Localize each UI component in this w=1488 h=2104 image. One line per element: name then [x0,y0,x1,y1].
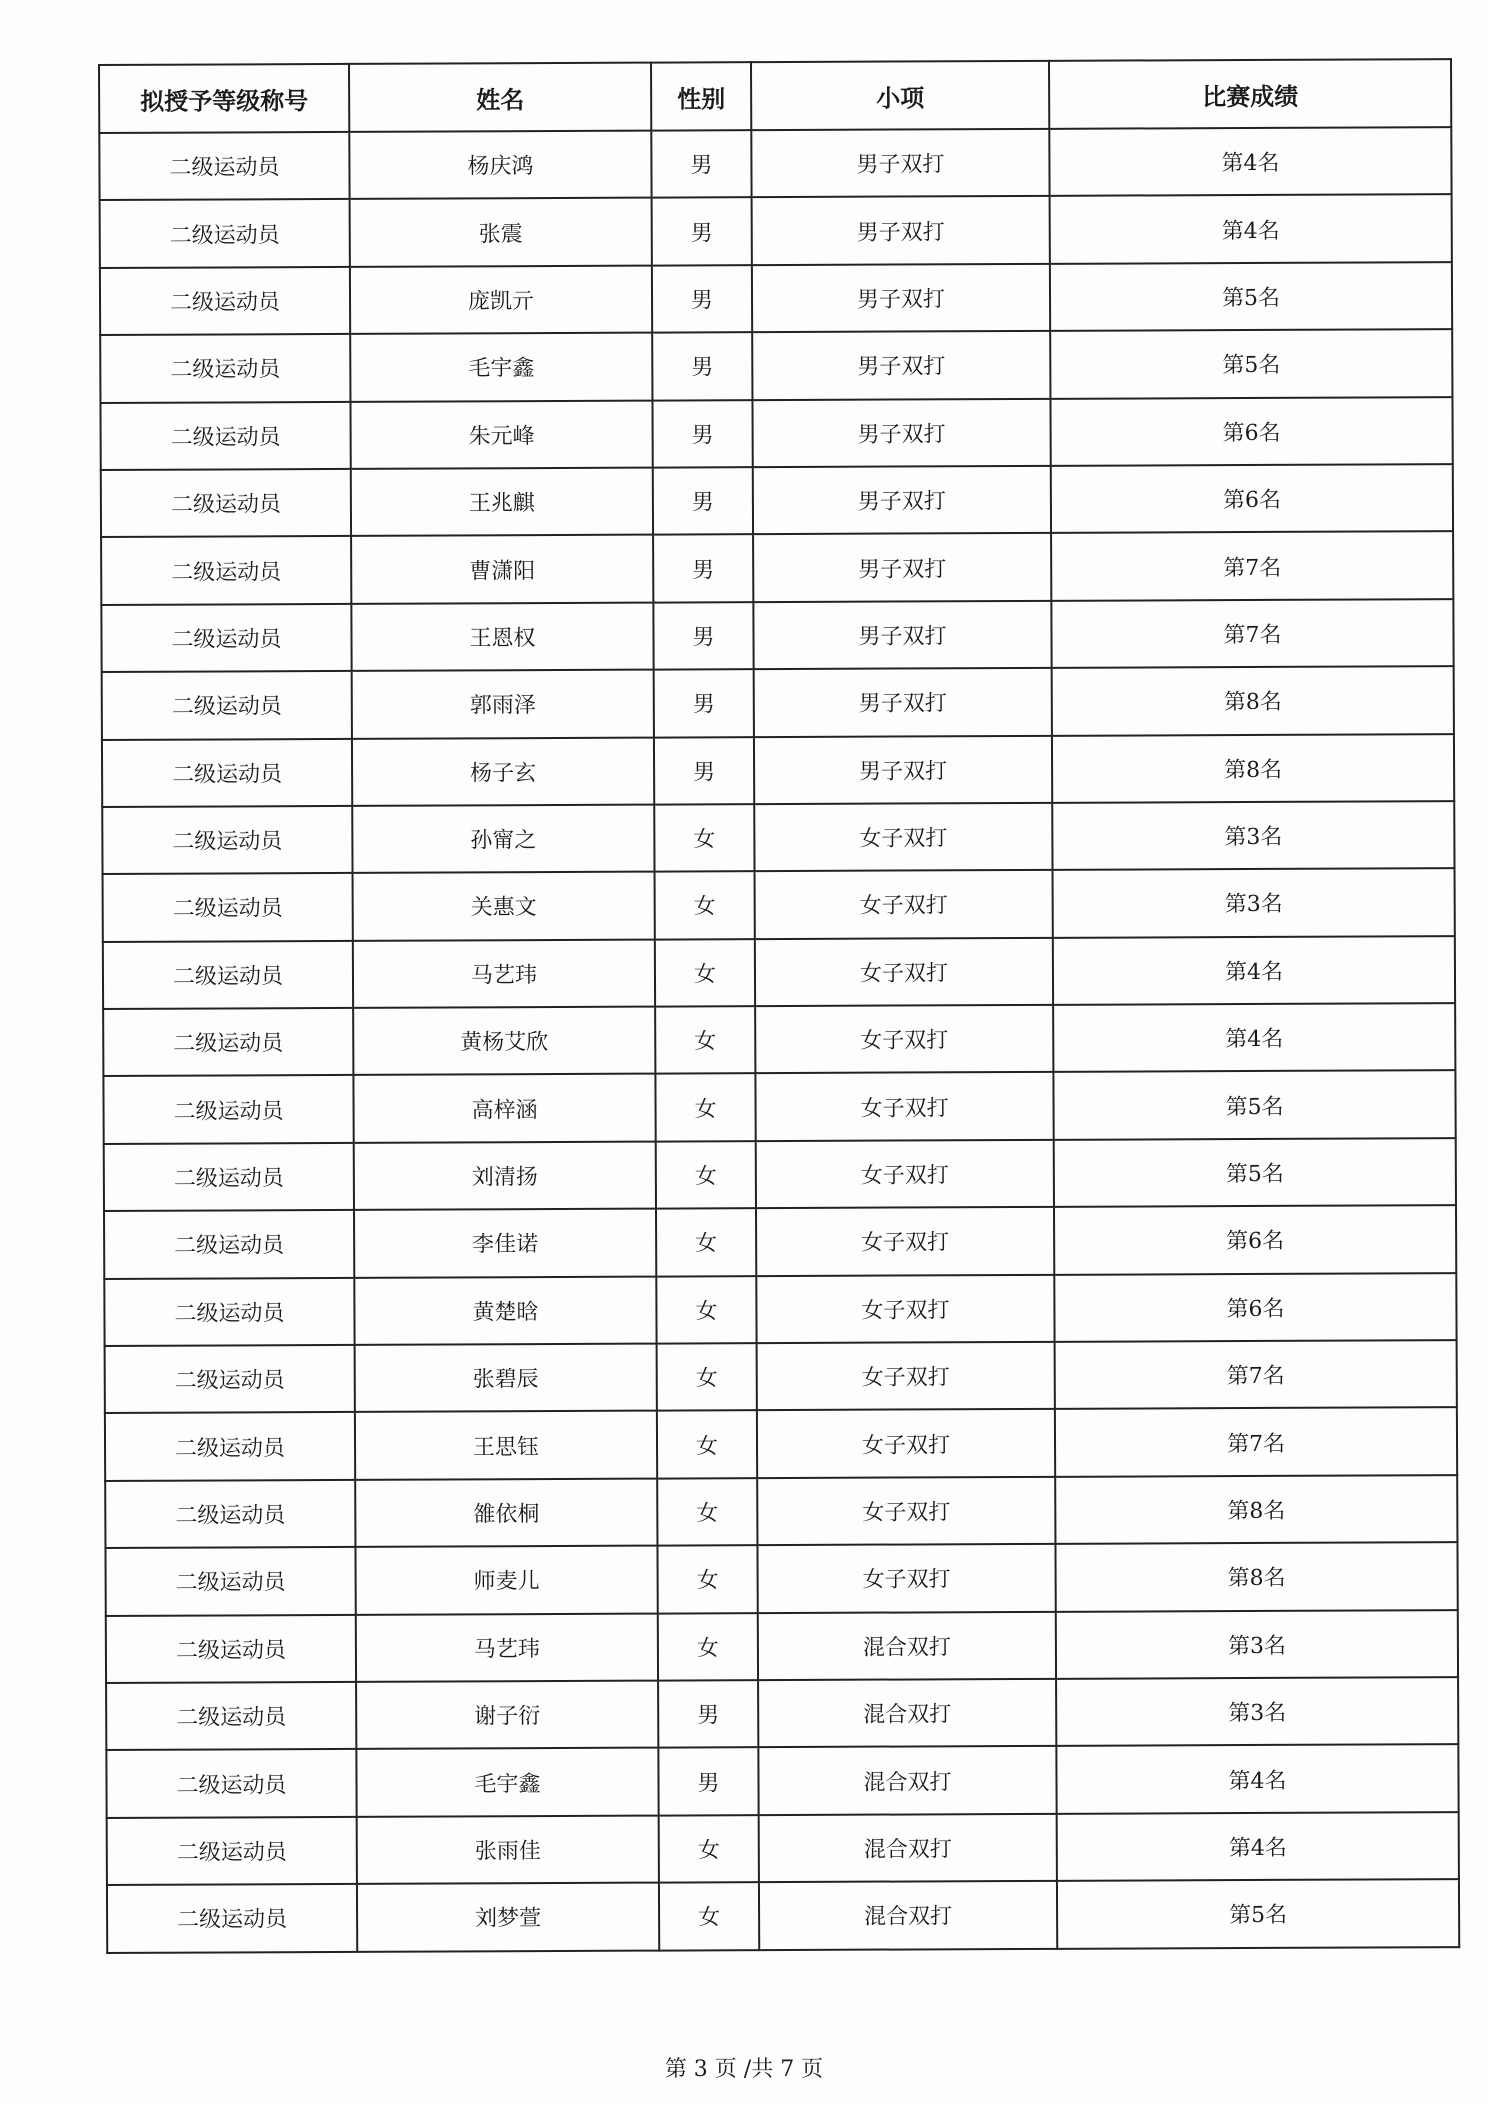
cell-name: 刘梦萱 [357,1883,659,1952]
cell-level: 二级运动员 [102,738,352,806]
table-row [104,1273,1456,1346]
cell-event: 女子双打 [756,1140,1054,1209]
cell-event: 女子双打 [757,1477,1055,1546]
cell-level: 二级运动员 [104,1278,354,1346]
cell-event: 男子双打 [753,601,1051,670]
cell-name: 高梓涵 [353,1074,655,1143]
cell-result: 第3名 [1056,1677,1458,1746]
cell-sex: 男 [653,602,753,670]
cell-level: 二级运动员 [102,671,352,739]
cell-name: 王恩权 [351,602,653,671]
table-row [103,868,1455,941]
table-row [104,1138,1456,1211]
cell-sex: 男 [652,198,752,266]
cell-sex: 女 [655,1074,755,1142]
header-sex: 性别 [651,62,751,130]
cell-sex: 女 [655,871,755,939]
page-footer [0,2052,1488,2083]
table-row [100,397,1452,470]
cell-level: 二级运动员 [99,132,349,200]
page-number: 第 3 页 /共 7 页 [664,2057,824,2082]
cell-event: 混合双打 [759,1881,1057,1950]
cell-sex: 男 [651,130,751,198]
cell-event: 女子双打 [757,1409,1055,1478]
cell-event: 女子双打 [757,1544,1055,1613]
cell-event: 女子双打 [755,870,1053,939]
cell-sex: 女 [657,1545,757,1613]
table-row [103,1003,1455,1076]
cell-level: 二级运动员 [102,806,352,874]
cell-sex: 女 [654,804,754,872]
cell-level: 二级运动员 [103,1075,353,1143]
table-row [106,1610,1458,1683]
table-row [101,464,1453,537]
table-row [106,1744,1458,1817]
cell-name: 黄楚晗 [354,1276,656,1345]
cell-name: 杨子玄 [352,737,654,806]
cell-level: 二级运动员 [105,1345,355,1413]
cell-name: 雒依桐 [355,1478,657,1547]
cell-result: 第4名 [1049,127,1451,196]
cell-result: 第7名 [1055,1408,1457,1477]
cell-level: 二级运动员 [103,873,353,941]
cell-event: 混合双打 [758,1746,1056,1815]
cell-event: 男子双打 [754,668,1052,737]
cell-result: 第6名 [1051,464,1453,533]
cell-name: 关惠文 [353,872,655,941]
cell-sex: 男 [658,1748,758,1816]
cell-level: 二级运动员 [105,1547,355,1615]
cell-level: 二级运动员 [104,1210,354,1278]
header-name: 姓名 [349,63,651,132]
cell-event: 混合双打 [758,1611,1056,1680]
cell-result: 第4名 [1053,1003,1455,1072]
table-row [102,666,1454,739]
cell-event: 混合双打 [759,1814,1057,1883]
cell-result: 第3名 [1056,1610,1458,1679]
table-row [100,262,1452,335]
cell-sex: 女 [656,1141,756,1209]
cell-sex: 女 [656,1208,756,1276]
cell-event: 男子双打 [752,264,1050,333]
table-header-row [99,59,1451,133]
table-row [101,599,1453,672]
cell-level: 二级运动员 [100,334,350,402]
cell-level: 二级运动员 [107,1817,357,1885]
cell-event: 女子双打 [754,803,1052,872]
cell-event: 女子双打 [756,1274,1054,1343]
cell-level: 二级运动员 [103,1008,353,1076]
cell-name: 王兆麒 [351,468,653,537]
cell-result: 第8名 [1055,1475,1457,1544]
cell-sex: 男 [654,737,754,805]
cell-sex: 女 [657,1411,757,1479]
cell-level: 二级运动员 [107,1884,357,1952]
cell-name: 庞凯亓 [350,265,652,334]
cell-event: 女子双打 [756,1207,1054,1276]
table-row [105,1542,1457,1615]
cell-level: 二级运动员 [101,604,351,672]
table-row [104,1205,1456,1278]
cell-name: 张雨佳 [357,1815,659,1884]
cell-result: 第6名 [1054,1273,1456,1342]
cell-result: 第5名 [1057,1879,1459,1948]
cell-sex: 男 [653,534,753,602]
cell-sex: 女 [659,1815,759,1883]
cell-name: 张震 [350,198,652,267]
cell-level: 二级运动员 [100,401,350,469]
cell-sex: 女 [658,1613,758,1681]
cell-level: 二级运动员 [101,536,351,604]
cell-result: 第6名 [1054,1205,1456,1274]
table-row [100,329,1452,402]
cell-event: 女子双打 [755,1072,1053,1141]
cell-sex: 女 [657,1343,757,1411]
cell-event: 男子双打 [752,196,1050,265]
cell-name: 谢子衍 [356,1681,658,1750]
cell-sex: 女 [656,1276,756,1344]
cell-result: 第5名 [1054,1138,1456,1207]
cell-result: 第7名 [1051,531,1453,600]
cell-result: 第4名 [1053,936,1455,1005]
cell-level: 二级运动员 [106,1682,356,1750]
cell-name: 郭雨泽 [352,670,654,739]
table-row [102,734,1454,807]
table-row [105,1408,1457,1481]
cell-result: 第8名 [1052,734,1454,803]
cell-result: 第6名 [1050,397,1452,466]
cell-event: 女子双打 [755,938,1053,1007]
athlete-table [98,58,1460,1953]
table-row [105,1475,1457,1548]
cell-sex: 女 [657,1478,757,1546]
table-row [99,127,1451,200]
cell-level: 二级运动员 [106,1749,356,1817]
table-row [103,1071,1455,1144]
cell-result: 第4名 [1056,1744,1458,1813]
cell-result: 第7名 [1055,1340,1457,1409]
cell-name: 刘清扬 [354,1141,656,1210]
cell-event: 男子双打 [752,331,1050,400]
cell-sex: 男 [654,669,754,737]
header-result: 比赛成绩 [1049,59,1451,129]
cell-level: 二级运动员 [103,941,353,1009]
cell-sex: 男 [652,332,752,400]
header-level: 拟授予等级称号 [99,64,349,133]
cell-event: 男子双打 [753,466,1051,535]
table-row [107,1879,1459,1952]
cell-result: 第4名 [1050,194,1452,263]
cell-event: 女子双打 [757,1342,1055,1411]
cell-result: 第8名 [1052,666,1454,735]
table-row [102,801,1454,874]
cell-name: 朱元峰 [350,400,652,469]
cell-name: 毛宇鑫 [350,333,652,402]
cell-name: 王思钰 [355,1411,657,1480]
cell-level: 二级运动员 [104,1143,354,1211]
cell-name: 马艺玮 [353,939,655,1008]
cell-sex: 女 [655,1006,755,1074]
table-row [106,1677,1458,1750]
cell-result: 第7名 [1051,599,1453,668]
table-row [100,194,1452,267]
cell-level: 二级运动员 [106,1614,356,1682]
cell-name: 马艺玮 [356,1613,658,1682]
cell-sex: 男 [658,1680,758,1748]
table-row [103,936,1455,1009]
header-event: 小项 [751,61,1049,130]
cell-sex: 女 [659,1882,759,1950]
cell-sex: 女 [655,939,755,1007]
cell-event: 男子双打 [753,533,1051,602]
cell-name: 曹潇阳 [351,535,653,604]
cell-level: 二级运动员 [101,469,351,537]
cell-result: 第8名 [1055,1542,1457,1611]
cell-result: 第5名 [1053,1071,1455,1140]
table-row [101,531,1453,604]
cell-sex: 男 [652,400,752,468]
table-row [107,1812,1459,1885]
cell-level: 二级运动员 [105,1480,355,1548]
cell-level: 二级运动员 [105,1412,355,1480]
cell-name: 毛宇鑫 [356,1748,658,1817]
cell-result: 第5名 [1050,329,1452,398]
cell-sex: 男 [652,265,752,333]
cell-sex: 男 [653,467,753,535]
cell-name: 张碧辰 [355,1344,657,1413]
cell-event: 男子双打 [751,129,1049,198]
cell-event: 女子双打 [755,1005,1053,1074]
cell-event: 混合双打 [758,1679,1056,1748]
cell-name: 杨庆鸿 [349,131,651,200]
cell-name: 黄杨艾欣 [353,1007,655,1076]
cell-event: 男子双打 [752,398,1050,467]
cell-event: 男子双打 [754,735,1052,804]
cell-level: 二级运动员 [100,267,350,335]
table-row [105,1340,1457,1413]
table-body [99,127,1459,1952]
cell-result: 第4名 [1057,1812,1459,1881]
cell-result: 第3名 [1053,868,1455,937]
cell-name: 李佳诺 [354,1209,656,1278]
cell-level: 二级运动员 [100,199,350,267]
cell-result: 第3名 [1052,801,1454,870]
cell-name: 孙甯之 [352,804,654,873]
cell-name: 师麦儿 [355,1546,657,1615]
cell-result: 第5名 [1050,262,1452,331]
